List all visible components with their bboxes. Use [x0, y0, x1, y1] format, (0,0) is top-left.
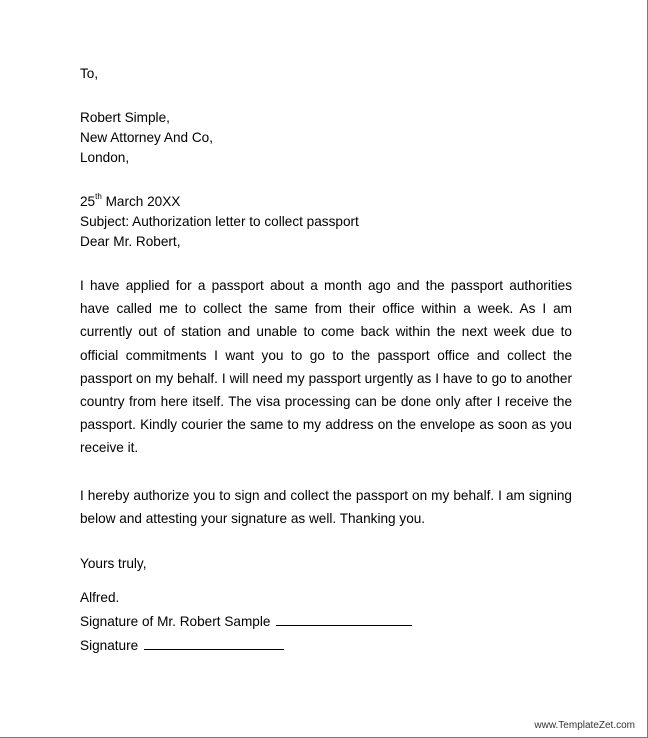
to-line: To, [80, 66, 99, 81]
subject-line: Subject: Authorization letter to collect passport [80, 214, 359, 229]
body-paragraph-1: I have applied for a passport about a month ago and the passport authorities have called me to collect the same from their office within a week. As I am currently out of station and unable to come back within the next week due to official commitments I want you to go to the passport office and collect the passport on my behalf. I will need my passport urgently as I have to go to another country from here itself. The visa processing can be done only after I receive the passport. Kindly courier the same to my address on the envelope as soon as you receive it. [80, 278, 572, 456]
date-rest: March 20XX [101, 194, 181, 209]
signature-row [80, 636, 572, 656]
date-day: 25 [80, 194, 96, 209]
sender-name: Alfred. [80, 590, 120, 606]
recipient-signature-blank [276, 612, 412, 626]
greeting-line: Dear Mr. Robert, [80, 234, 181, 249]
signature-label: Signature [80, 638, 139, 654]
recipient-signature-row [80, 612, 572, 632]
recipient-signature-label: Signature of Mr. Robert Sample [80, 614, 271, 630]
letter-body [80, 64, 572, 656]
date-suffix: th [95, 192, 102, 202]
watermark-text: www.TemplateZet.com [534, 720, 635, 731]
recipient-city: London, [80, 150, 130, 165]
closing-line: Yours truly, [80, 556, 147, 572]
letter-date [80, 192, 572, 212]
recipient-name: Robert Simple, [80, 110, 170, 125]
body-paragraph-2: I hereby authorize you to sign and collect the passport on my behalf. I am signing below and attesting your signature as well. Thanking you. [80, 487, 572, 526]
signature-blank [144, 636, 284, 650]
recipient-company: New Attorney And Co, [80, 130, 213, 145]
